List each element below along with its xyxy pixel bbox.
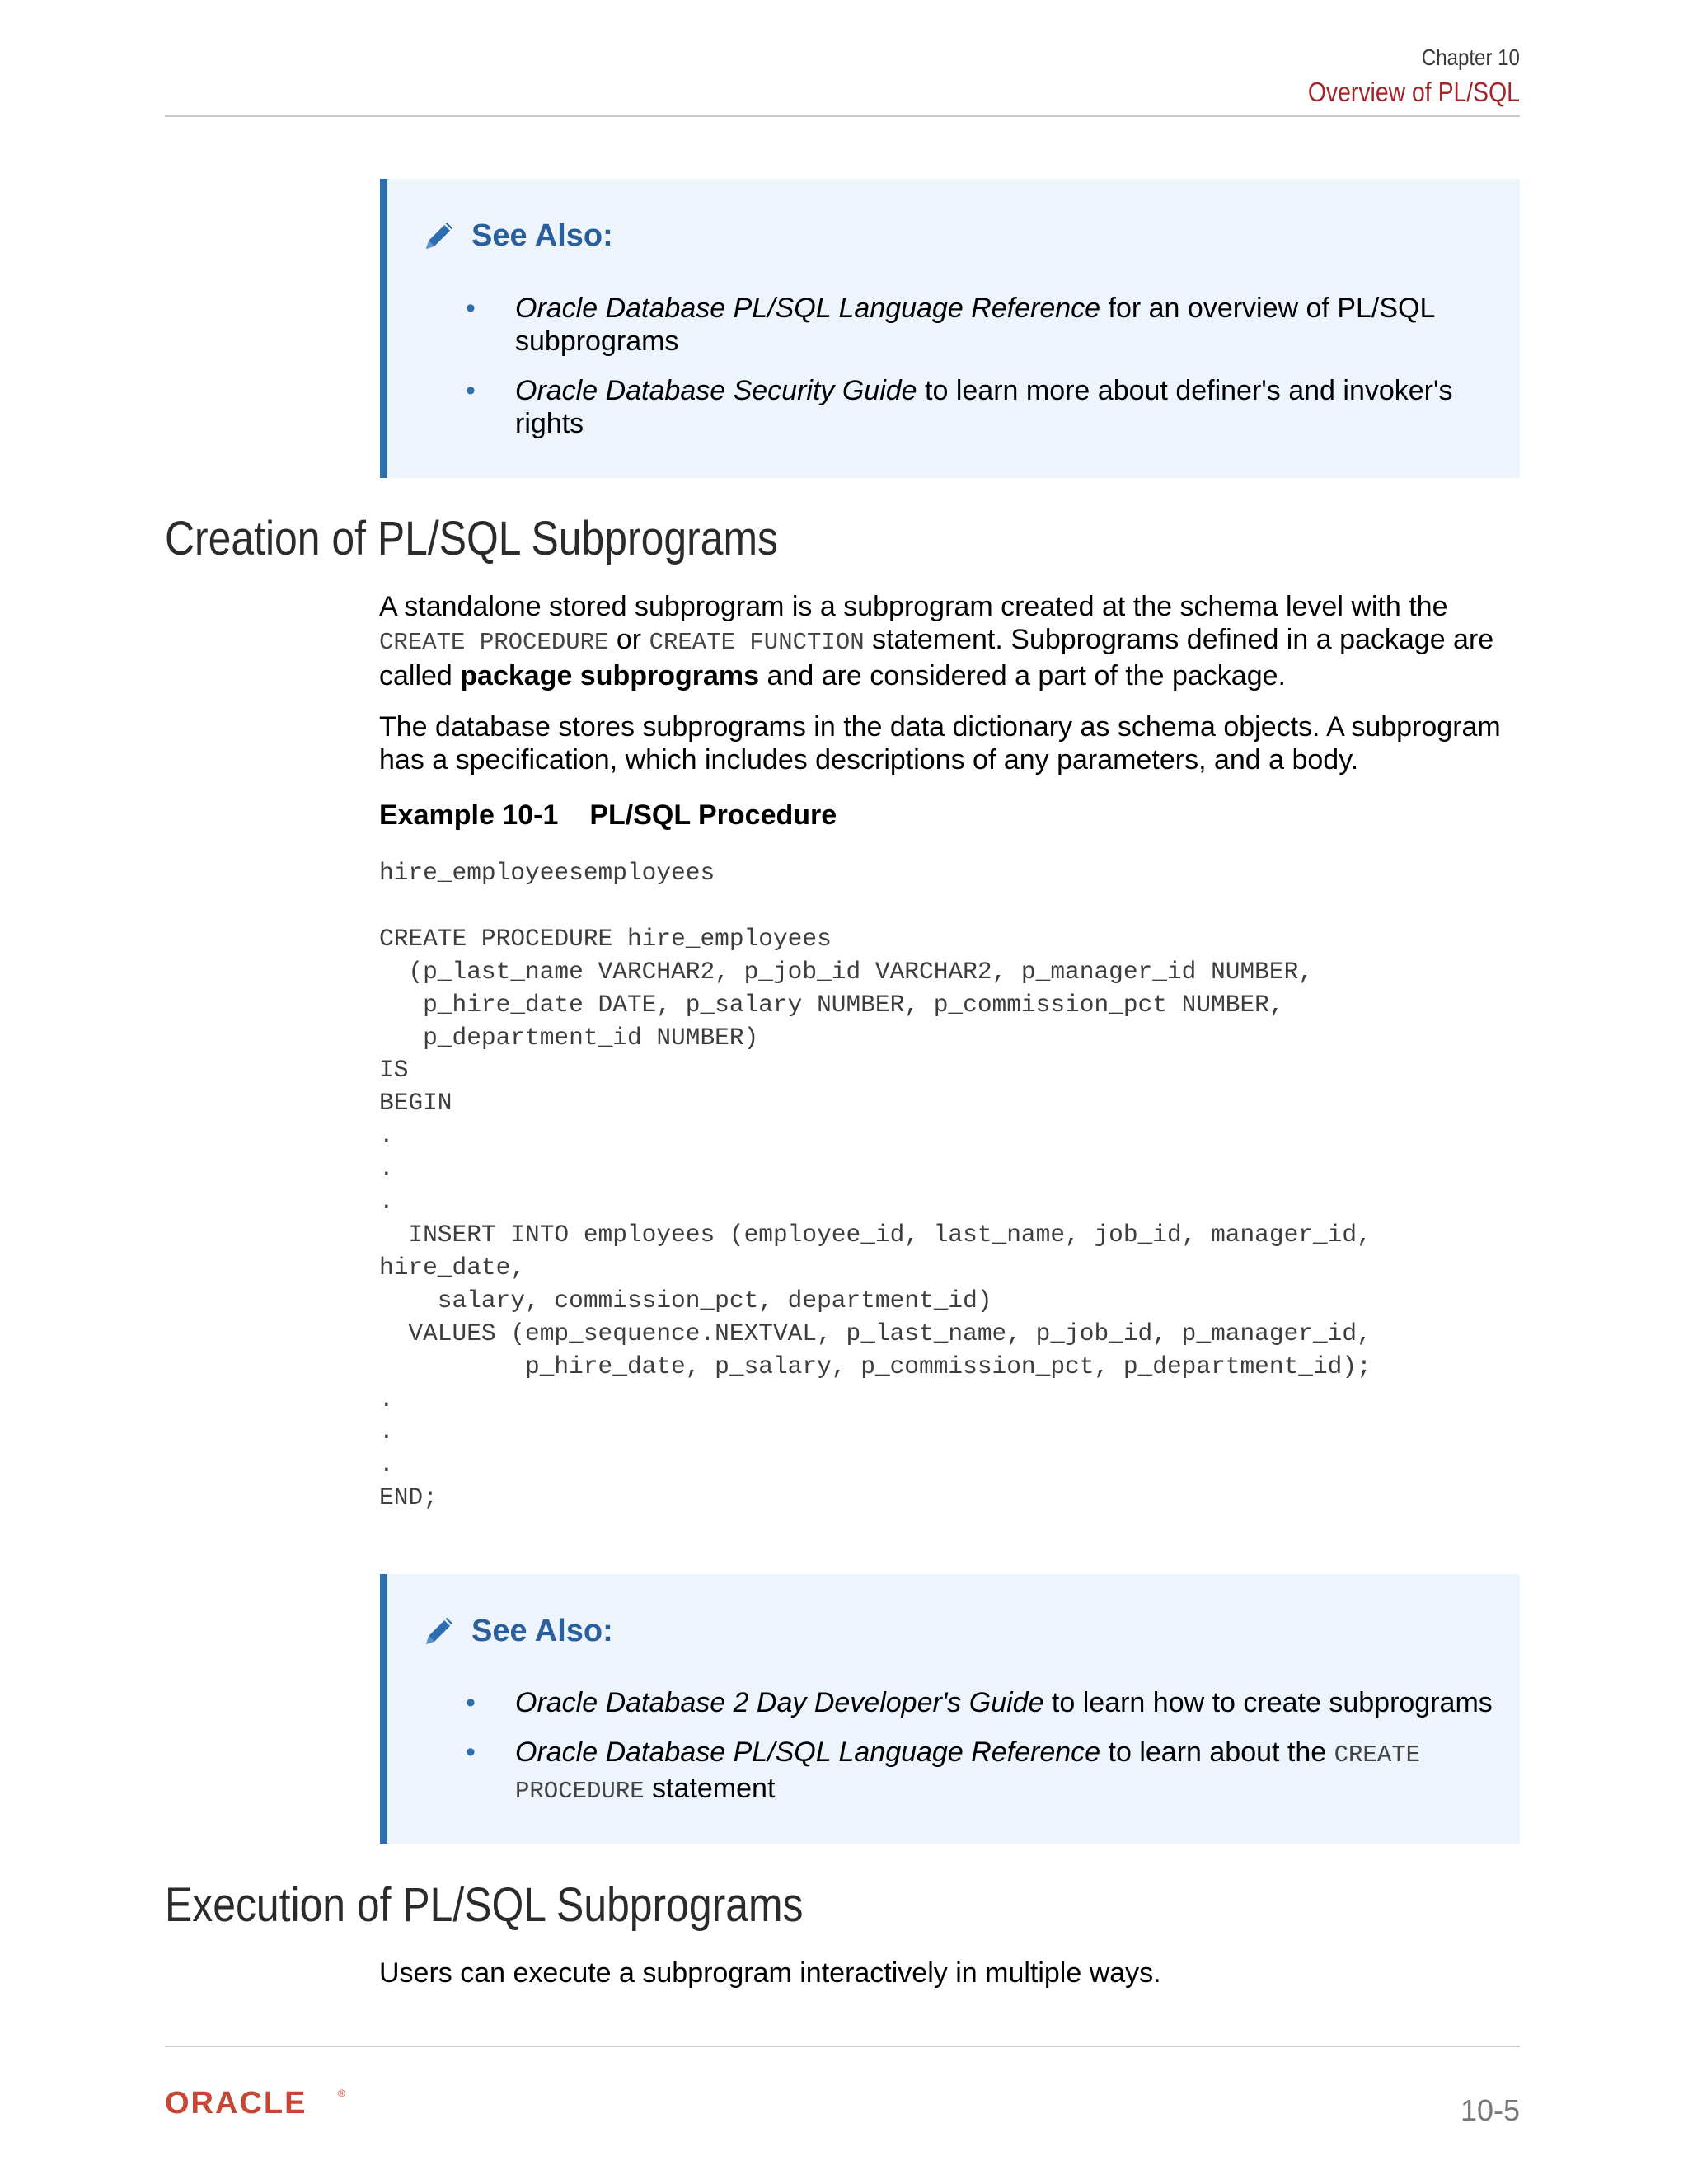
code-block: hire_employeesemployees CREATE PROCEDURE hire_employees (p_last_name VARCHAR2, p_job_id VARCHAR2, p_manager_id NUMBER, p_hire_date DATE, p_salary NUMBER, p_commission_pct NUMBER, p_department_id NUMBER) IS BEGIN . . . INSERT INTO employees (employee_id, last_name, job_id, manager_id, hire_date, salary, commission_pct, department_id) VALUES (emp_sequence.NEXTVAL, p_last_name, p_job_id, p_manager_id, p_hire_date, p_salary, p_commission_pct, p_department_id); . . . END; (379, 859, 1372, 1512)
paragraph-text: A standalone stored subprogram is a subprogram created at the schema level with the (379, 591, 1448, 622)
paragraph-text: and are considered a part of the package. (759, 660, 1286, 691)
list-item-text: to learn about the (1100, 1736, 1334, 1768)
note-header (420, 217, 613, 255)
code-create-function: CREATE FUNCTION (649, 629, 865, 656)
list-item (515, 374, 1495, 440)
example-name: PL/SQL Procedure (589, 799, 837, 831)
paragraph-dictionary: The database stores subprograms in the data dictionary as schema objects. A subprogram has a specification, which includes descriptions of any parameters, and a body. (379, 711, 1501, 776)
code-create-procedure: CREATE PROCEDURE (515, 1741, 1421, 1805)
svg-text:®: ® (338, 2088, 345, 2099)
see-also-note-1 (380, 179, 1520, 478)
chapter-label: Chapter 10 (1421, 45, 1520, 70)
list-item-text: for an overview of PL/SQL subprograms (515, 293, 1435, 357)
list-item-text: to learn more about definer's and invoker's rights (515, 375, 1453, 439)
paragraph-text: or (608, 624, 649, 655)
pencil-icon (420, 217, 458, 255)
bold-term: package subprograms (460, 660, 760, 691)
list-item (515, 1686, 1495, 1719)
reference-title[interactable]: Oracle Database Security Guide (515, 375, 917, 406)
note-header (420, 1612, 613, 1650)
pencil-icon (420, 1612, 458, 1650)
reference-title[interactable]: Oracle Database 2 Day Developer's Guide (515, 1687, 1044, 1718)
reference-title[interactable]: Oracle Database PL/SQL Language Reference (515, 293, 1101, 324)
reference-title[interactable]: Oracle Database PL/SQL Language Reference (515, 1736, 1101, 1768)
list-item-text: statement (644, 1773, 776, 1804)
list-item (515, 292, 1495, 358)
list-item-text: to learn how to create subprograms (1043, 1687, 1493, 1718)
see-also-note-2 (380, 1574, 1520, 1844)
oracle-logo (165, 2085, 356, 2118)
example-title (379, 799, 837, 832)
footer-divider (165, 2046, 1520, 2047)
chapter-title: Overview of PL/SQL (1307, 77, 1520, 107)
list-item (515, 1736, 1495, 1808)
paragraph-execution: Users can execute a subprogram interactively in multiple ways. (379, 1957, 1161, 1989)
section-heading-execution: Execution of PL/SQL Subprograms (165, 1878, 804, 1932)
page-number: 10-5 (1460, 2093, 1520, 2127)
page-header (1273, 41, 1520, 110)
section-heading-creation: Creation of PL/SQL Subprograms (165, 512, 778, 565)
note-title: See Also: (471, 218, 613, 253)
paragraph-text: statement. Subprograms defined in a package are called (379, 624, 1494, 691)
header-divider (165, 115, 1520, 117)
see-also-list (515, 1686, 1495, 1825)
note-title: See Also: (471, 1613, 613, 1648)
example-label: Example 10-1 (379, 799, 559, 831)
paragraph-standalone (379, 590, 1520, 692)
see-also-list (515, 292, 1495, 457)
code-create-procedure: CREATE PROCEDURE (379, 629, 609, 656)
oracle-logo-text: ORACLE (165, 2086, 307, 2118)
